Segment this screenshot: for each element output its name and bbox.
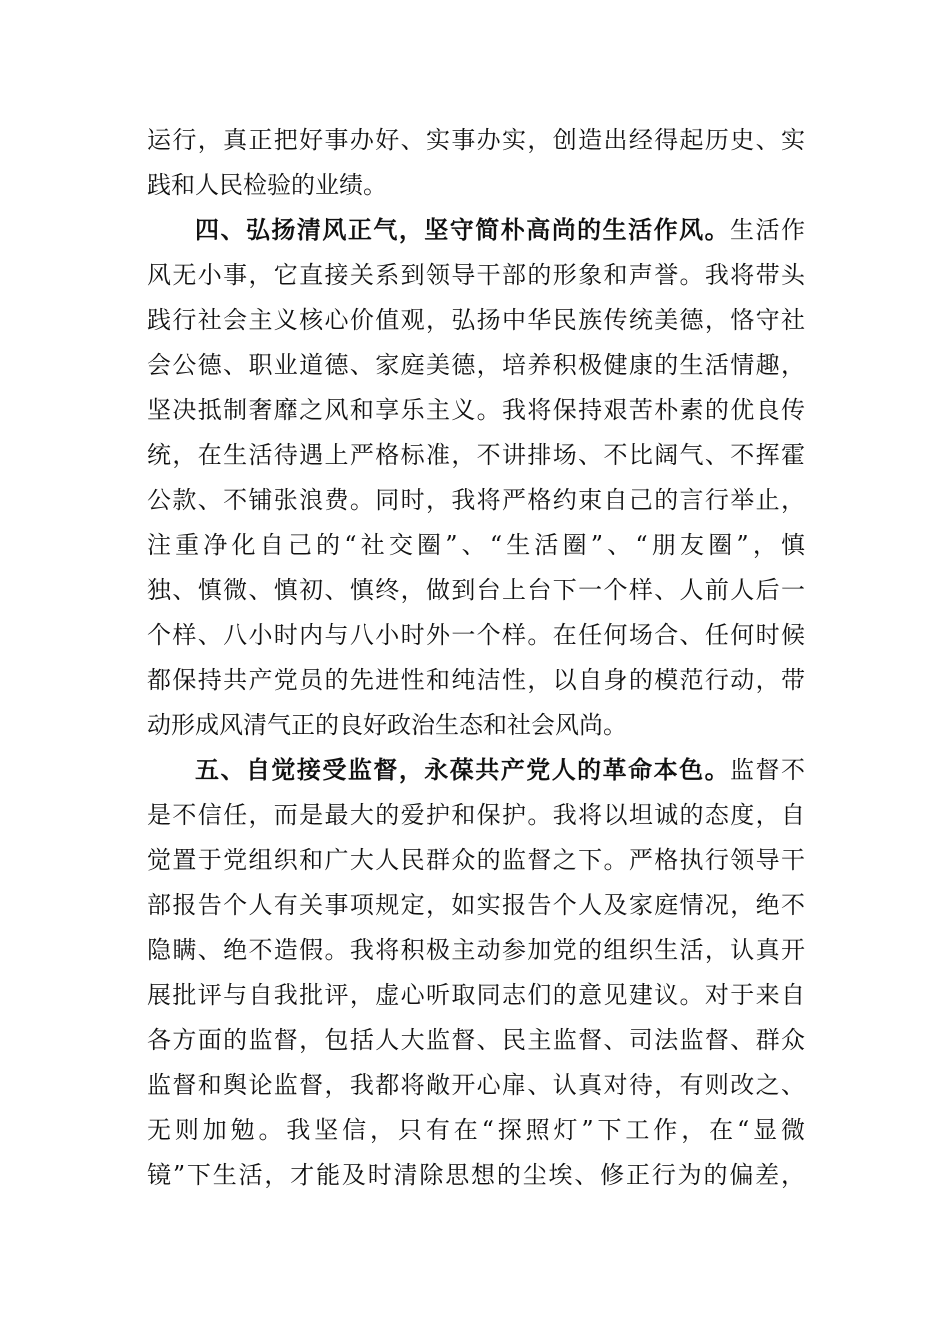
text-line — [147, 883, 805, 928]
section-heading-line — [147, 748, 805, 793]
text-line — [147, 1153, 805, 1198]
section-heading: 四、弘扬清风正气，坚守简朴高尚的生活作风。 — [195, 216, 731, 244]
line-text: 个样、八小时内与八小时外一个样。在任何场合、任何时候 — [147, 621, 805, 649]
line-text: 注重净化自己的“社交圈”、“生活圈”、“朋友圈”，慎 — [147, 531, 805, 559]
text-line — [147, 1108, 805, 1153]
line-text: 觉置于党组织和广大人民群众的监督之下。严格执行领导干 — [147, 846, 805, 874]
line-text: 坚决抵制奢靡之风和享乐主义。我将保持艰苦朴素的优良传 — [147, 396, 805, 424]
line-text: 独、慎微、慎初、慎终，做到台上台下一个样、人前人后一 — [147, 576, 805, 604]
text-line — [147, 793, 805, 838]
text-line — [147, 343, 805, 388]
line-text: 监督和舆论监督，我都将敞开心扉、认真对待，有则改之、 — [147, 1071, 805, 1099]
text-line — [147, 613, 805, 658]
text-line — [147, 388, 805, 433]
line-text: 无则加勉。我坚信，只有在“探照灯”下工作，在“显微 — [147, 1116, 805, 1144]
line-text: 部报告个人有关事项规定，如实报告个人及家庭情况，绝不 — [147, 891, 805, 919]
line-text: 践和人民检验的业绩。 — [147, 171, 387, 199]
section-heading-line — [147, 208, 805, 253]
text-line — [147, 973, 805, 1018]
line-text: 是不信任，而是最大的爱护和保护。我将以坦诚的态度，自 — [147, 801, 805, 829]
text-line — [147, 478, 805, 523]
text-line — [147, 253, 805, 298]
text-line — [147, 838, 805, 883]
line-text: 风无小事，它直接关系到领导干部的形象和声誉。我将带头 — [147, 261, 805, 289]
line-text: 公款、不铺张浪费。同时，我将严格约束自己的言行举止， — [147, 486, 805, 514]
line-text: 展批评与自我批评，虚心听取同志们的意见建议。对于来自 — [147, 981, 805, 1009]
line-text: 都保持共产党员的先进性和纯洁性，以自身的模范行动，带 — [147, 666, 805, 694]
line-text: 动形成风清气正的良好政治生态和社会风尚。 — [147, 711, 627, 739]
line-text: 统，在生活待遇上严格标准，不讲排场、不比阔气、不挥霍 — [147, 441, 805, 469]
text-line — [147, 658, 805, 703]
text-line — [147, 298, 805, 343]
text-line — [147, 928, 805, 973]
text-line — [147, 1063, 805, 1108]
line-text: 隐瞒、绝不造假。我将积极主动参加党的组织生活，认真开 — [147, 936, 805, 964]
text-line — [147, 433, 805, 478]
line-text: 镜”下生活，才能及时清除思想的尘埃、修正行为的偏差， — [147, 1161, 805, 1189]
text-line — [147, 118, 805, 163]
section-heading: 五、自觉接受监督，永葆共产党人的革命本色。 — [195, 756, 731, 784]
text-line — [147, 523, 805, 568]
text-line — [147, 703, 805, 748]
text-line — [147, 568, 805, 613]
line-text: 会公德、职业道德、家庭美德，培养积极健康的生活情趣， — [147, 351, 805, 379]
line-text: 监督不 — [730, 756, 806, 784]
line-text: 运行，真正把好事办好、实事办实，创造出经得起历史、实 — [147, 126, 805, 154]
line-text: 生活作 — [730, 216, 806, 244]
text-line — [147, 1018, 805, 1063]
text-line — [147, 163, 805, 208]
line-text: 践行社会主义核心价值观，弘扬中华民族传统美德，恪守社 — [147, 306, 805, 334]
line-text: 各方面的监督，包括人大监督、民主监督、司法监督、群众 — [147, 1026, 805, 1054]
document-page — [147, 118, 805, 1198]
